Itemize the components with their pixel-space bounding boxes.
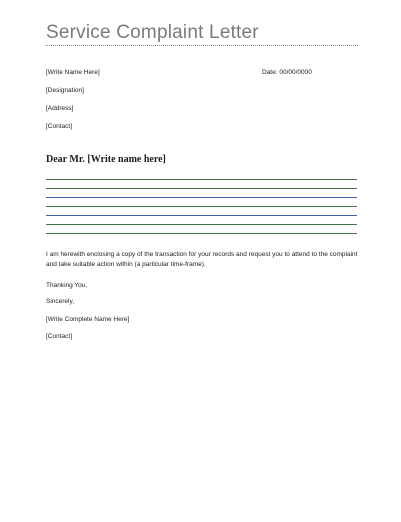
sender-address: [Address] <box>46 105 74 112</box>
writing-line <box>46 215 357 216</box>
writing-line <box>46 233 357 234</box>
closing-sincerely: Sincerely, <box>46 298 75 305</box>
writing-line <box>46 206 357 207</box>
salutation: Dear Mr. [Write name here] <box>46 154 166 165</box>
title-divider <box>45 45 358 46</box>
closing-thanks: Thanking You, <box>46 282 88 289</box>
sender-name: [Write Name Here] <box>46 69 100 76</box>
writing-line <box>46 179 357 180</box>
writing-line <box>46 188 357 189</box>
sender-contact: [Contact] <box>46 123 73 130</box>
sender-designation: [Designation] <box>46 87 84 94</box>
writing-line <box>46 197 357 198</box>
document-title: Service Complaint Letter <box>46 22 259 43</box>
signature-name: [Write Complete Name Here] <box>46 316 130 323</box>
letter-body: I am herewith enclosing a copy of the transaction for your records and request you to attend to the complaint and take suitable action within (a particular time-frame). <box>46 251 358 268</box>
signature-contact: [Contact] <box>46 333 73 340</box>
writing-line <box>46 224 357 225</box>
letter-date: Date: 00/00/0000 <box>262 69 312 76</box>
